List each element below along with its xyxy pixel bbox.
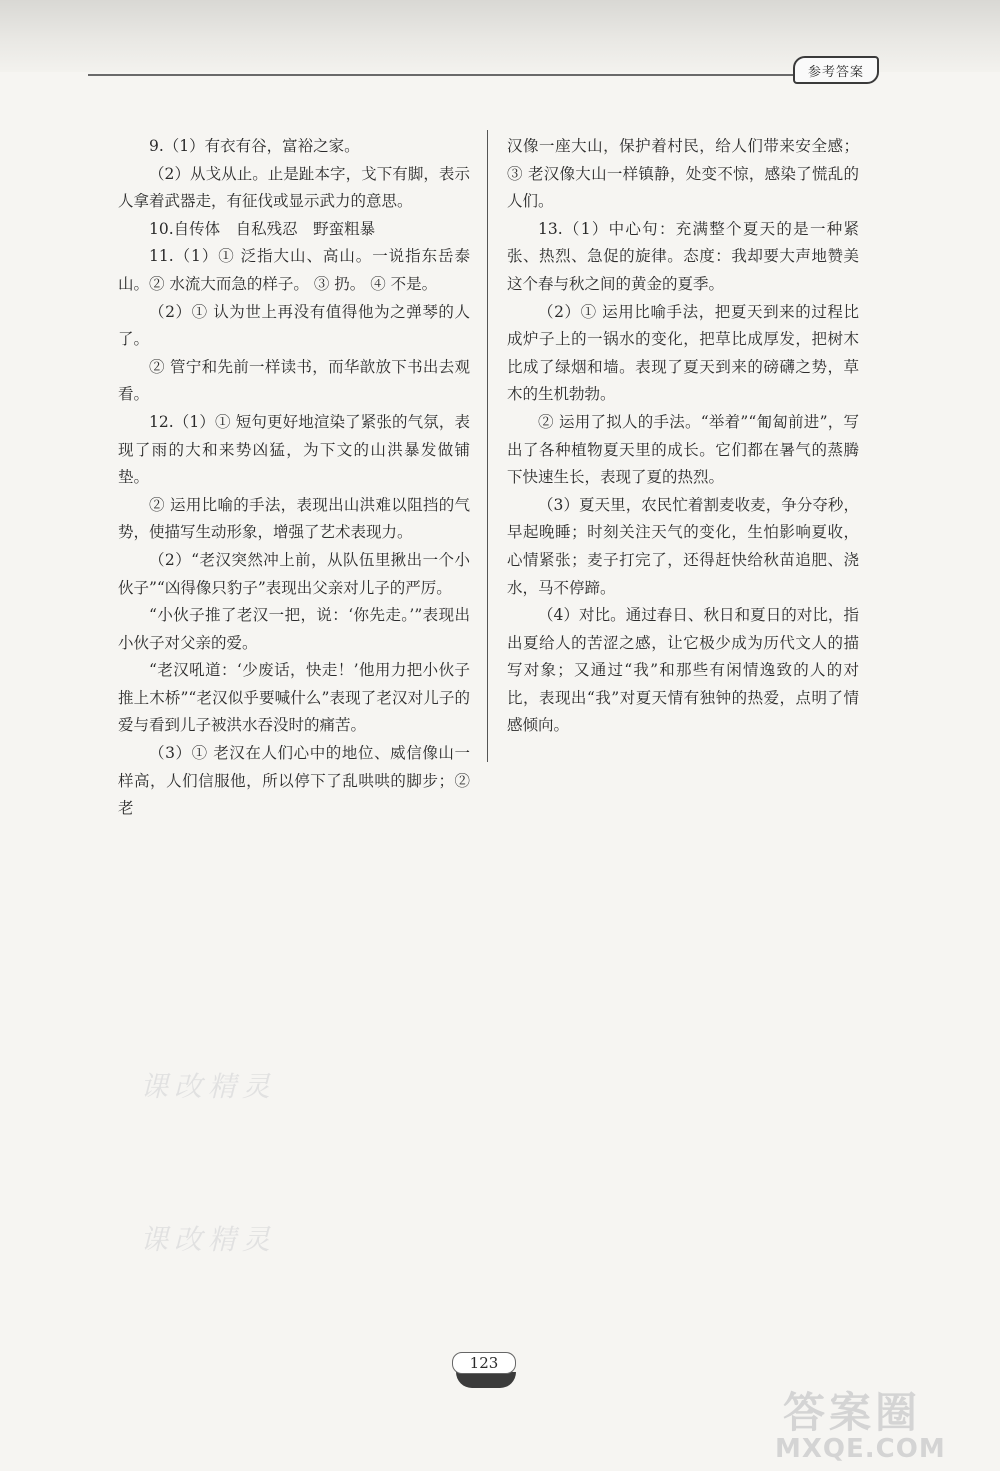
answer-paragraph: 10.自传体 自私残忍 野蛮粗暴 — [149, 219, 376, 238]
faint-stamp: 课改精灵 — [140, 1070, 277, 1103]
faint-stamp: 课改精灵 — [140, 1223, 277, 1256]
answer-paragraph: ② 运用了拟人的手法。“举着”“匍匐前进”，写出了各种植物夏天里的成长。它们都在暑气的蒸腾下快速生长，表现了夏的热烈。 — [507, 412, 859, 487]
answer-paragraph: 12.（1）① 短句更好地渲染了紧张的气氛，表现了雨的大和来势凶猛，为下文的山洪暴发做铺垫。 — [118, 412, 470, 487]
answer-paragraph: （2）“老汉突然冲上前，从队伍里揪出一个小伙子”“凶得像只豹子”表现出父亲对儿子的严厉。 — [118, 550, 470, 597]
column-divider — [487, 130, 488, 762]
watermark-logo-text: 答案圈 — [783, 1388, 922, 1437]
page-number: 123 — [452, 1352, 516, 1374]
answer-paragraph: （3）夏天里，农民忙着割麦收麦，争分夺秒，早起晚睡；时刻关注天气的变化，生怕影响夏收，心情紧张；麦子打完了，还得赶快给秋苗追肥、浇水，马不停蹄。 — [507, 495, 859, 597]
answer-paragraph: 11.（1）① 泛指大山、高山。一说指东岳泰山。② 水流大而急的样子。 ③ 扔。 ④ 不是。 — [118, 247, 470, 293]
right-column — [507, 133, 859, 740]
answer-paragraph: 9.（1）有衣有谷，富裕之家。 — [149, 137, 360, 155]
answer-paragraph: “小伙子推了老汉一把，说：‘你先走。’”表现出小伙子对父亲的爱。 — [118, 606, 470, 652]
answer-paragraph: （3）① 老汉在人们心中的地位、威信像山一样高，人们信服他，所以停下了乱哄哄的脚步；② 老 — [118, 744, 470, 818]
header-rule — [88, 74, 803, 76]
watermark-url: MXQE.COM — [775, 1434, 946, 1464]
answer-paragraph: ② 管宁和先前一样读书，而华歆放下书出去观看。 — [118, 357, 470, 404]
header-tab-label: 参考答案 — [807, 64, 864, 80]
answer-paragraph: （4）对比。通过春日、秋日和夏日的对比，指出夏给人的苦涩之感，让它极少成为历代文人的描写对象；又通过“我”和那些有闲情逸致的人的对比，表现出“我”对夏天情有独钟的热爱，点明了情感倾向。 — [507, 606, 859, 735]
answer-paragraph: 汉像一座大山，保护着村民，给人们带来安全感；③ 老汉像大山一样镇静，处变不惊，感染了慌乱的人们。 — [507, 137, 859, 211]
left-column — [118, 133, 470, 823]
answer-paragraph: ② 运用比喻的手法，表现出山洪难以阻挡的气势，使描写生动形象，增强了艺术表现力。 — [118, 495, 470, 542]
page-number-base — [456, 1372, 516, 1388]
answer-paragraph: 13.（1）中心句：充满整个夏天的是一种紧张、热烈、急促的旋律。态度：我却要大声地赞美这个春与秋之间的黄金的夏季。 — [507, 219, 859, 293]
answer-paragraph: （2）从戈从止。止是趾本字，戈下有脚，表示人拿着武器走，有征伐或显示武力的意思。 — [118, 164, 470, 211]
page-number-badge — [452, 1352, 522, 1396]
header-tab-answers — [793, 56, 879, 84]
site-watermark — [775, 1380, 990, 1465]
answer-paragraph: （2）① 运用比喻手法，把夏天到来的过程比成炉子上的一锅水的变化，把草比成厚发，把树木比成了绿烟和墙。表现了夏天到来的磅礴之势，草木的生机勃勃。 — [507, 302, 859, 404]
answer-paragraph: “老汉吼道：‘少废话，快走！’他用力把小伙子推上木桥”“老汉似乎要喊什么”表现了老汉对儿子的爱与看到儿子被洪水吞没时的痛苦。 — [118, 661, 470, 735]
answer-paragraph: （2）① 认为世上再没有值得他为之弹琴的人了。 — [118, 302, 470, 349]
